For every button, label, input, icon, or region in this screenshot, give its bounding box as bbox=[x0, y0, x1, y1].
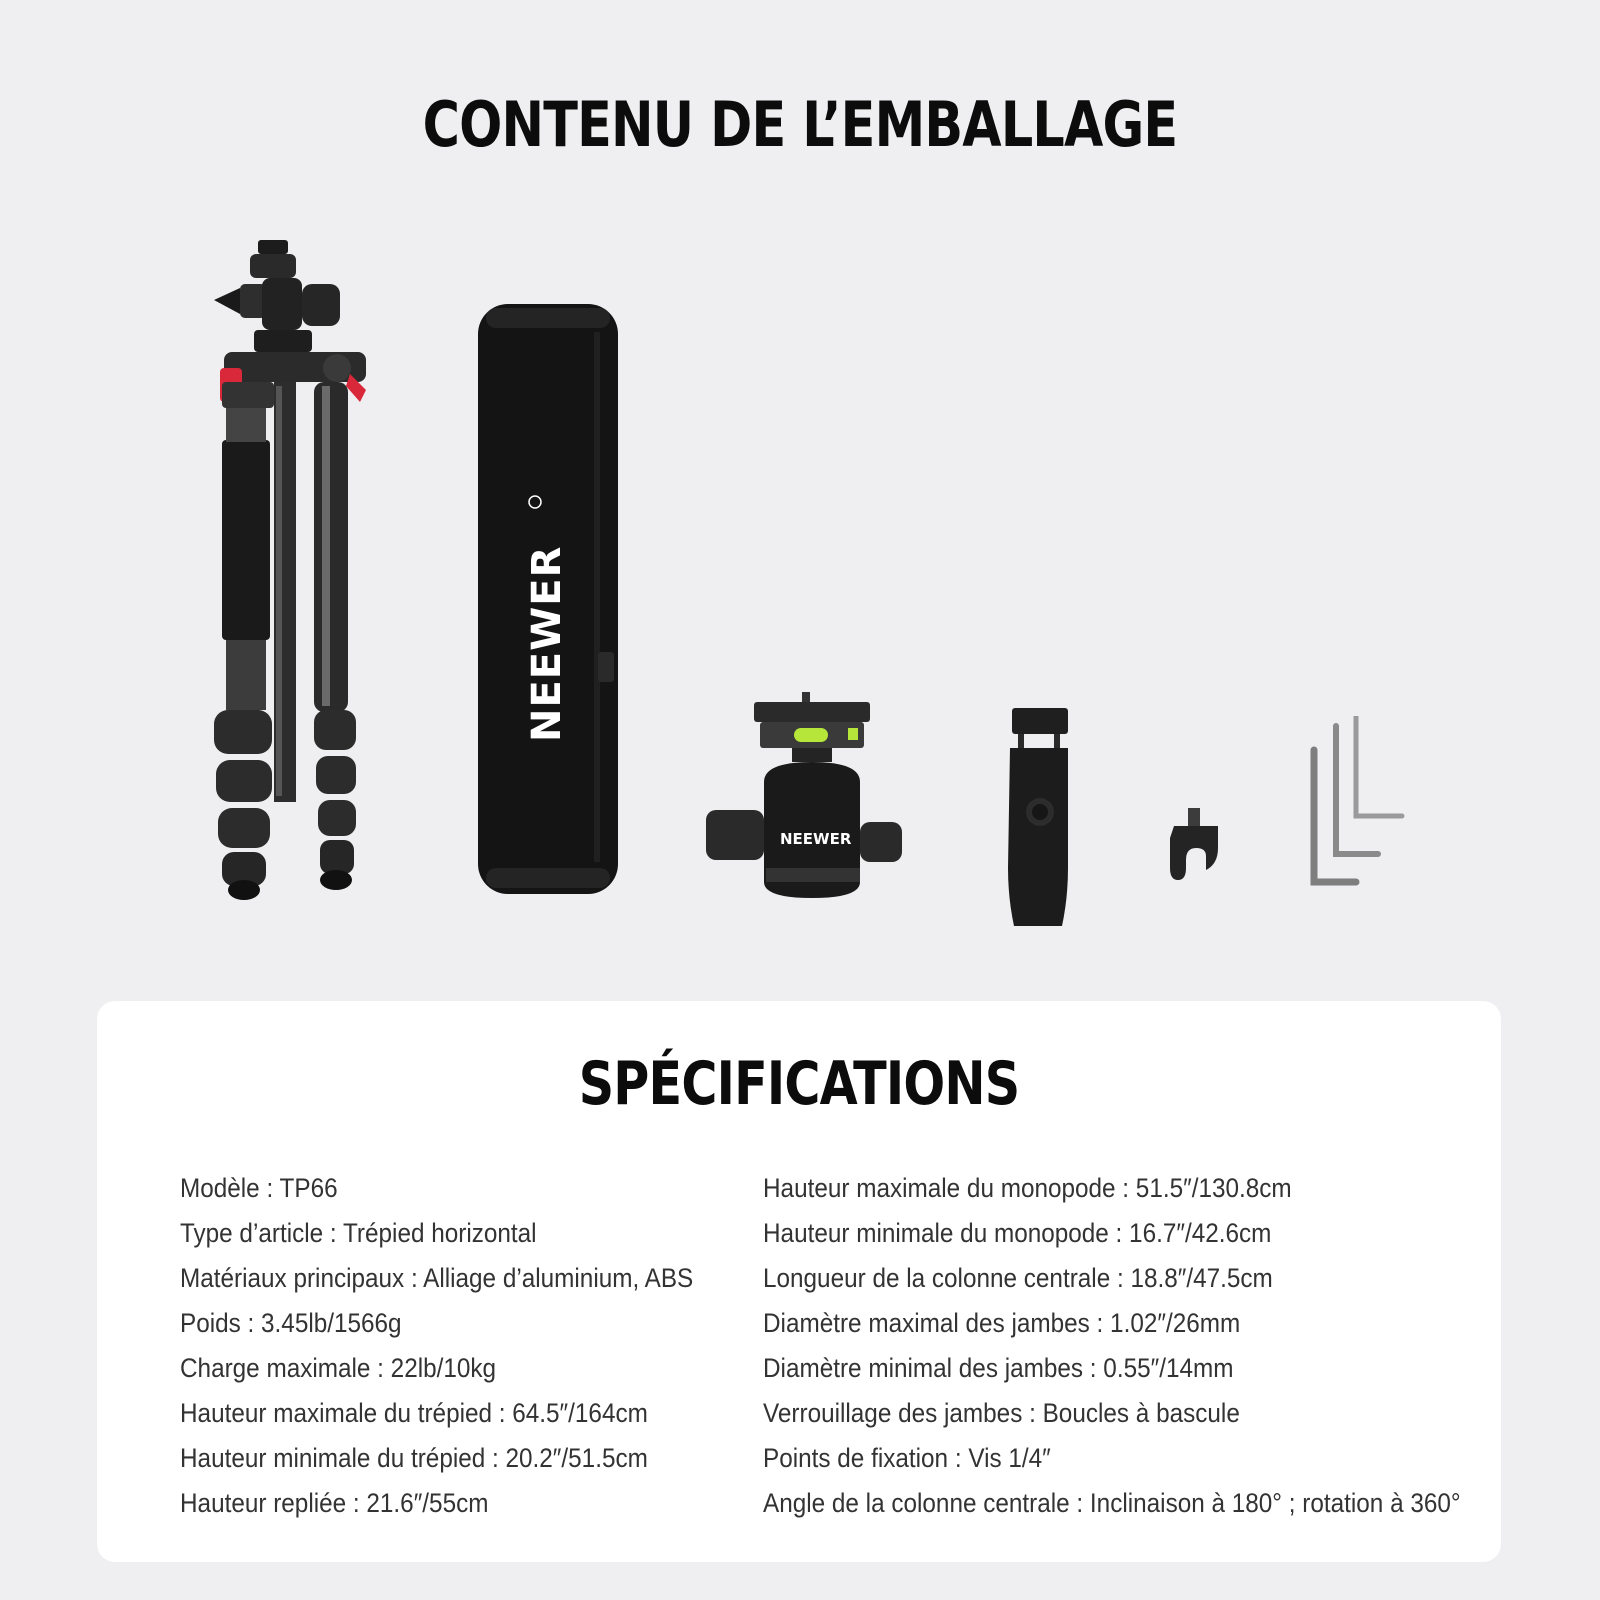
spec-row: Points de fixation : Vis 1/4″ bbox=[763, 1443, 1051, 1473]
phone-holder-icon bbox=[1006, 708, 1072, 926]
spec-row: Type d’article : Trépied horizontal bbox=[180, 1218, 537, 1248]
spec-row: Hauteur minimale du monopode : 16.7″/42.6cm bbox=[763, 1218, 1272, 1248]
spec-row: Hauteur maximale du monopode : 51.5″/130.8cm bbox=[763, 1173, 1292, 1203]
hex-key-icon bbox=[1306, 716, 1412, 892]
spec-row: Verrouillage des jambes : Boucles à bascule bbox=[763, 1398, 1240, 1428]
page-title: CONTENU DE L’EMBALLAGE bbox=[422, 88, 1178, 161]
spec-row: Modèle : TP66 bbox=[180, 1173, 338, 1203]
specifications-title: SPÉCIFICATIONS bbox=[578, 1049, 1020, 1119]
svg-text:NEEWER: NEEWER bbox=[524, 545, 570, 742]
tripod-icon bbox=[210, 240, 380, 900]
spec-row: Hauteur repliée : 21.6″/55cm bbox=[180, 1488, 489, 1518]
carry-bag-icon bbox=[476, 302, 622, 896]
spec-row: Matériaux principaux : Alliage d’aluminium, ABS bbox=[180, 1263, 694, 1293]
package-items bbox=[0, 230, 1600, 950]
spec-row: Hauteur maximale du trépied : 64.5″/164cm bbox=[180, 1398, 648, 1428]
spec-row: Diamètre maximal des jambes : 1.02″/26mm bbox=[763, 1308, 1241, 1338]
spec-list-left bbox=[180, 1166, 750, 1526]
spec-row: Diamètre minimal des jambes : 0.55″/14mm bbox=[763, 1353, 1234, 1383]
spec-row: Angle de la colonne centrale : Inclinaison à 180° ; rotation à 360° bbox=[763, 1488, 1461, 1518]
spec-row: Longueur de la colonne centrale : 18.8″/47.5cm bbox=[763, 1263, 1273, 1293]
ball-head-icon bbox=[706, 692, 906, 902]
spec-row: Hauteur minimale du trépied : 20.2″/51.5cm bbox=[180, 1443, 648, 1473]
specifications-card bbox=[97, 1001, 1501, 1562]
svg-text:NEEWER: NEEWER bbox=[780, 830, 852, 848]
spec-row: Poids : 3.45lb/1566g bbox=[180, 1308, 402, 1338]
spec-list-right bbox=[763, 1166, 1538, 1526]
hook-icon bbox=[1166, 808, 1226, 884]
spec-row: Charge maximale : 22lb/10kg bbox=[180, 1353, 497, 1383]
